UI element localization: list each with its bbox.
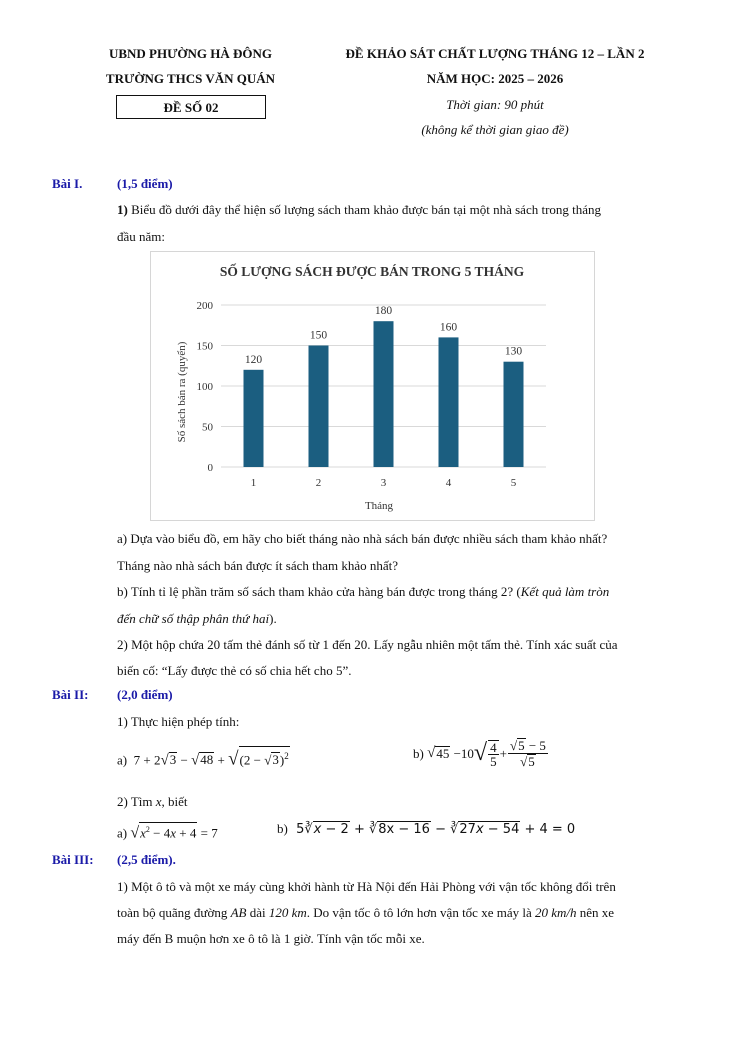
question-1-1-line2: đầu năm: (117, 229, 166, 244)
bar-month-1 (244, 370, 264, 467)
x-tick-label: 5 (510, 477, 517, 489)
text: toàn bộ quãng đường (117, 905, 231, 920)
data-label: 180 (374, 305, 393, 318)
exam-duration-note: (không kể thời gian giao đề) (421, 122, 569, 137)
chart-title: SỐ LƯỢNG SÁCH ĐƯỢC BÁN TRONG 5 THÁNG (219, 264, 525, 279)
school-year: NĂM HỌC: 2025 – 2026 (426, 71, 564, 86)
speed-difference: 20 km/h (534, 905, 577, 920)
bar-month-4 (439, 337, 459, 467)
exam-duration: Thời gian: 90 phút (446, 97, 544, 112)
section-2-label: Bài II: (52, 687, 89, 702)
y-tick-label: 50 (202, 421, 213, 434)
expression-2-1-b: b) √ 45 −10 √ $\frac{4}{5}$ + $\frac{√5 - 5}{√5}$ (413, 738, 546, 769)
text: nên xe (576, 905, 615, 920)
part-label: b) (277, 821, 288, 836)
question-text: b) Tính tỉ lệ phần trăm số sách tham khảo cửa hàng bán được trong tháng 2? ( (117, 584, 521, 599)
question-3-line2 (117, 905, 614, 921)
distance: 120 km (268, 905, 307, 920)
bar-chart-svg (151, 252, 594, 520)
question-1-a-line2: Tháng nào nhà sách bán được ít sách tham khảo nhất? (117, 558, 399, 573)
question-2-1: 1) Thực hiện phép tính: (117, 714, 240, 729)
question-3-line1: 1) Một ô tô và một xe máy cùng khởi hành từ Hà Nội đến Hải Phòng với vận tốc không đổi trên (117, 879, 616, 894)
data-label: 150 (309, 329, 328, 342)
part-label: b) (413, 745, 424, 761)
bar-chart (150, 251, 595, 521)
part-label: a) (117, 825, 128, 841)
variable-x: x (155, 794, 162, 809)
question-1-2-line1: 2) Một hộp chứa 20 tấm thẻ đánh số từ 1 đến 20. Lấy ngẫu nhiên một tấm thẻ. Tính xác suất của (117, 637, 618, 652)
y-tick-label: 150 (196, 340, 213, 353)
x-axis-title: Tháng (364, 500, 394, 512)
equation-2-2-a: a) $√x^2 - 4x + 4 = 7$ (117, 822, 218, 842)
school-authority: UBND PHƯỜNG HÀ ĐÔNG (108, 46, 273, 61)
question-1-2-line2: biến cố: “Lấy được thẻ có số chia hết cho 5”. (117, 663, 352, 678)
question-text: Biểu đồ dưới đây thể hiện số lượng sách tham khảo được bán tại một nhà sách trong tháng (127, 202, 602, 217)
exam-code-box: ĐỀ SỐ 02 (116, 95, 266, 119)
question-number: 1) (117, 202, 128, 217)
data-label: 160 (439, 321, 458, 334)
y-tick-label: 200 (196, 300, 213, 312)
expression-2-1-a: a) $7 + 2√3 - √48 + √(2 - √3)^2$ (117, 746, 290, 770)
x-tick-label: 3 (380, 477, 387, 489)
exam-title: ĐỀ KHẢO SÁT CHẤT LƯỢNG THÁNG 12 – LẦN 2 (345, 46, 645, 61)
closing-paren: ). (269, 611, 277, 626)
school-name: TRƯỜNG THCS VĂN QUÁN (105, 71, 276, 86)
x-tick-label: 2 (315, 477, 322, 489)
y-axis-title: Số sách bán ra (quyển) (176, 341, 188, 443)
text: dài (246, 905, 269, 920)
y-tick-label: 100 (196, 381, 213, 393)
question-3-line3: máy đến B muộn hơn xe ô tô là 1 giờ. Tính vận tốc mỗi xe. (117, 931, 425, 946)
section-3-points: (2,5 điểm). (117, 852, 176, 867)
segment-ab: AB (230, 905, 247, 920)
question-1-1-line1 (117, 202, 601, 218)
bar-month-5 (504, 362, 524, 467)
equation-2-2-b: b) 5∛x − 2 + ∛8x − 16 − ∛27x − 54 + 4 = 0 (277, 821, 576, 837)
question-1-a-line1: a) Dựa vào biểu đồ, em hãy cho biết tháng nào nhà sách bán được nhiều sách tham khảo nhất? (117, 531, 608, 546)
y-tick-label: 0 (207, 462, 213, 474)
data-label: 130 (504, 345, 523, 358)
section-2-points: (2,0 điểm) (117, 687, 173, 702)
section-3-label: Bài III: (52, 852, 94, 867)
question-1-b-line1 (117, 584, 609, 600)
part-label: a) (117, 752, 128, 768)
question-1-b-line2 (117, 611, 277, 627)
rounding-note: Kết quả làm tròn (520, 584, 610, 599)
question-text: 2) Tìm (117, 794, 156, 809)
bar-month-3 (374, 321, 394, 467)
x-tick-label: 4 (445, 477, 452, 489)
x-tick-label: 1 (250, 477, 257, 489)
section-1-points: (1,5 điểm) (117, 176, 173, 191)
bar-month-2 (309, 346, 329, 468)
section-1-label: Bài I. (52, 176, 83, 191)
question-text-cont: , biết (161, 794, 188, 809)
question-2-2 (117, 794, 188, 810)
equation-rhs: = 7 (200, 825, 218, 841)
text: . Do vận tốc ô tô lớn hơn vận tốc xe máy là (306, 905, 535, 920)
data-label: 120 (244, 353, 263, 366)
rounding-note-cont: đến chữ số thập phân thứ hai (117, 611, 270, 626)
